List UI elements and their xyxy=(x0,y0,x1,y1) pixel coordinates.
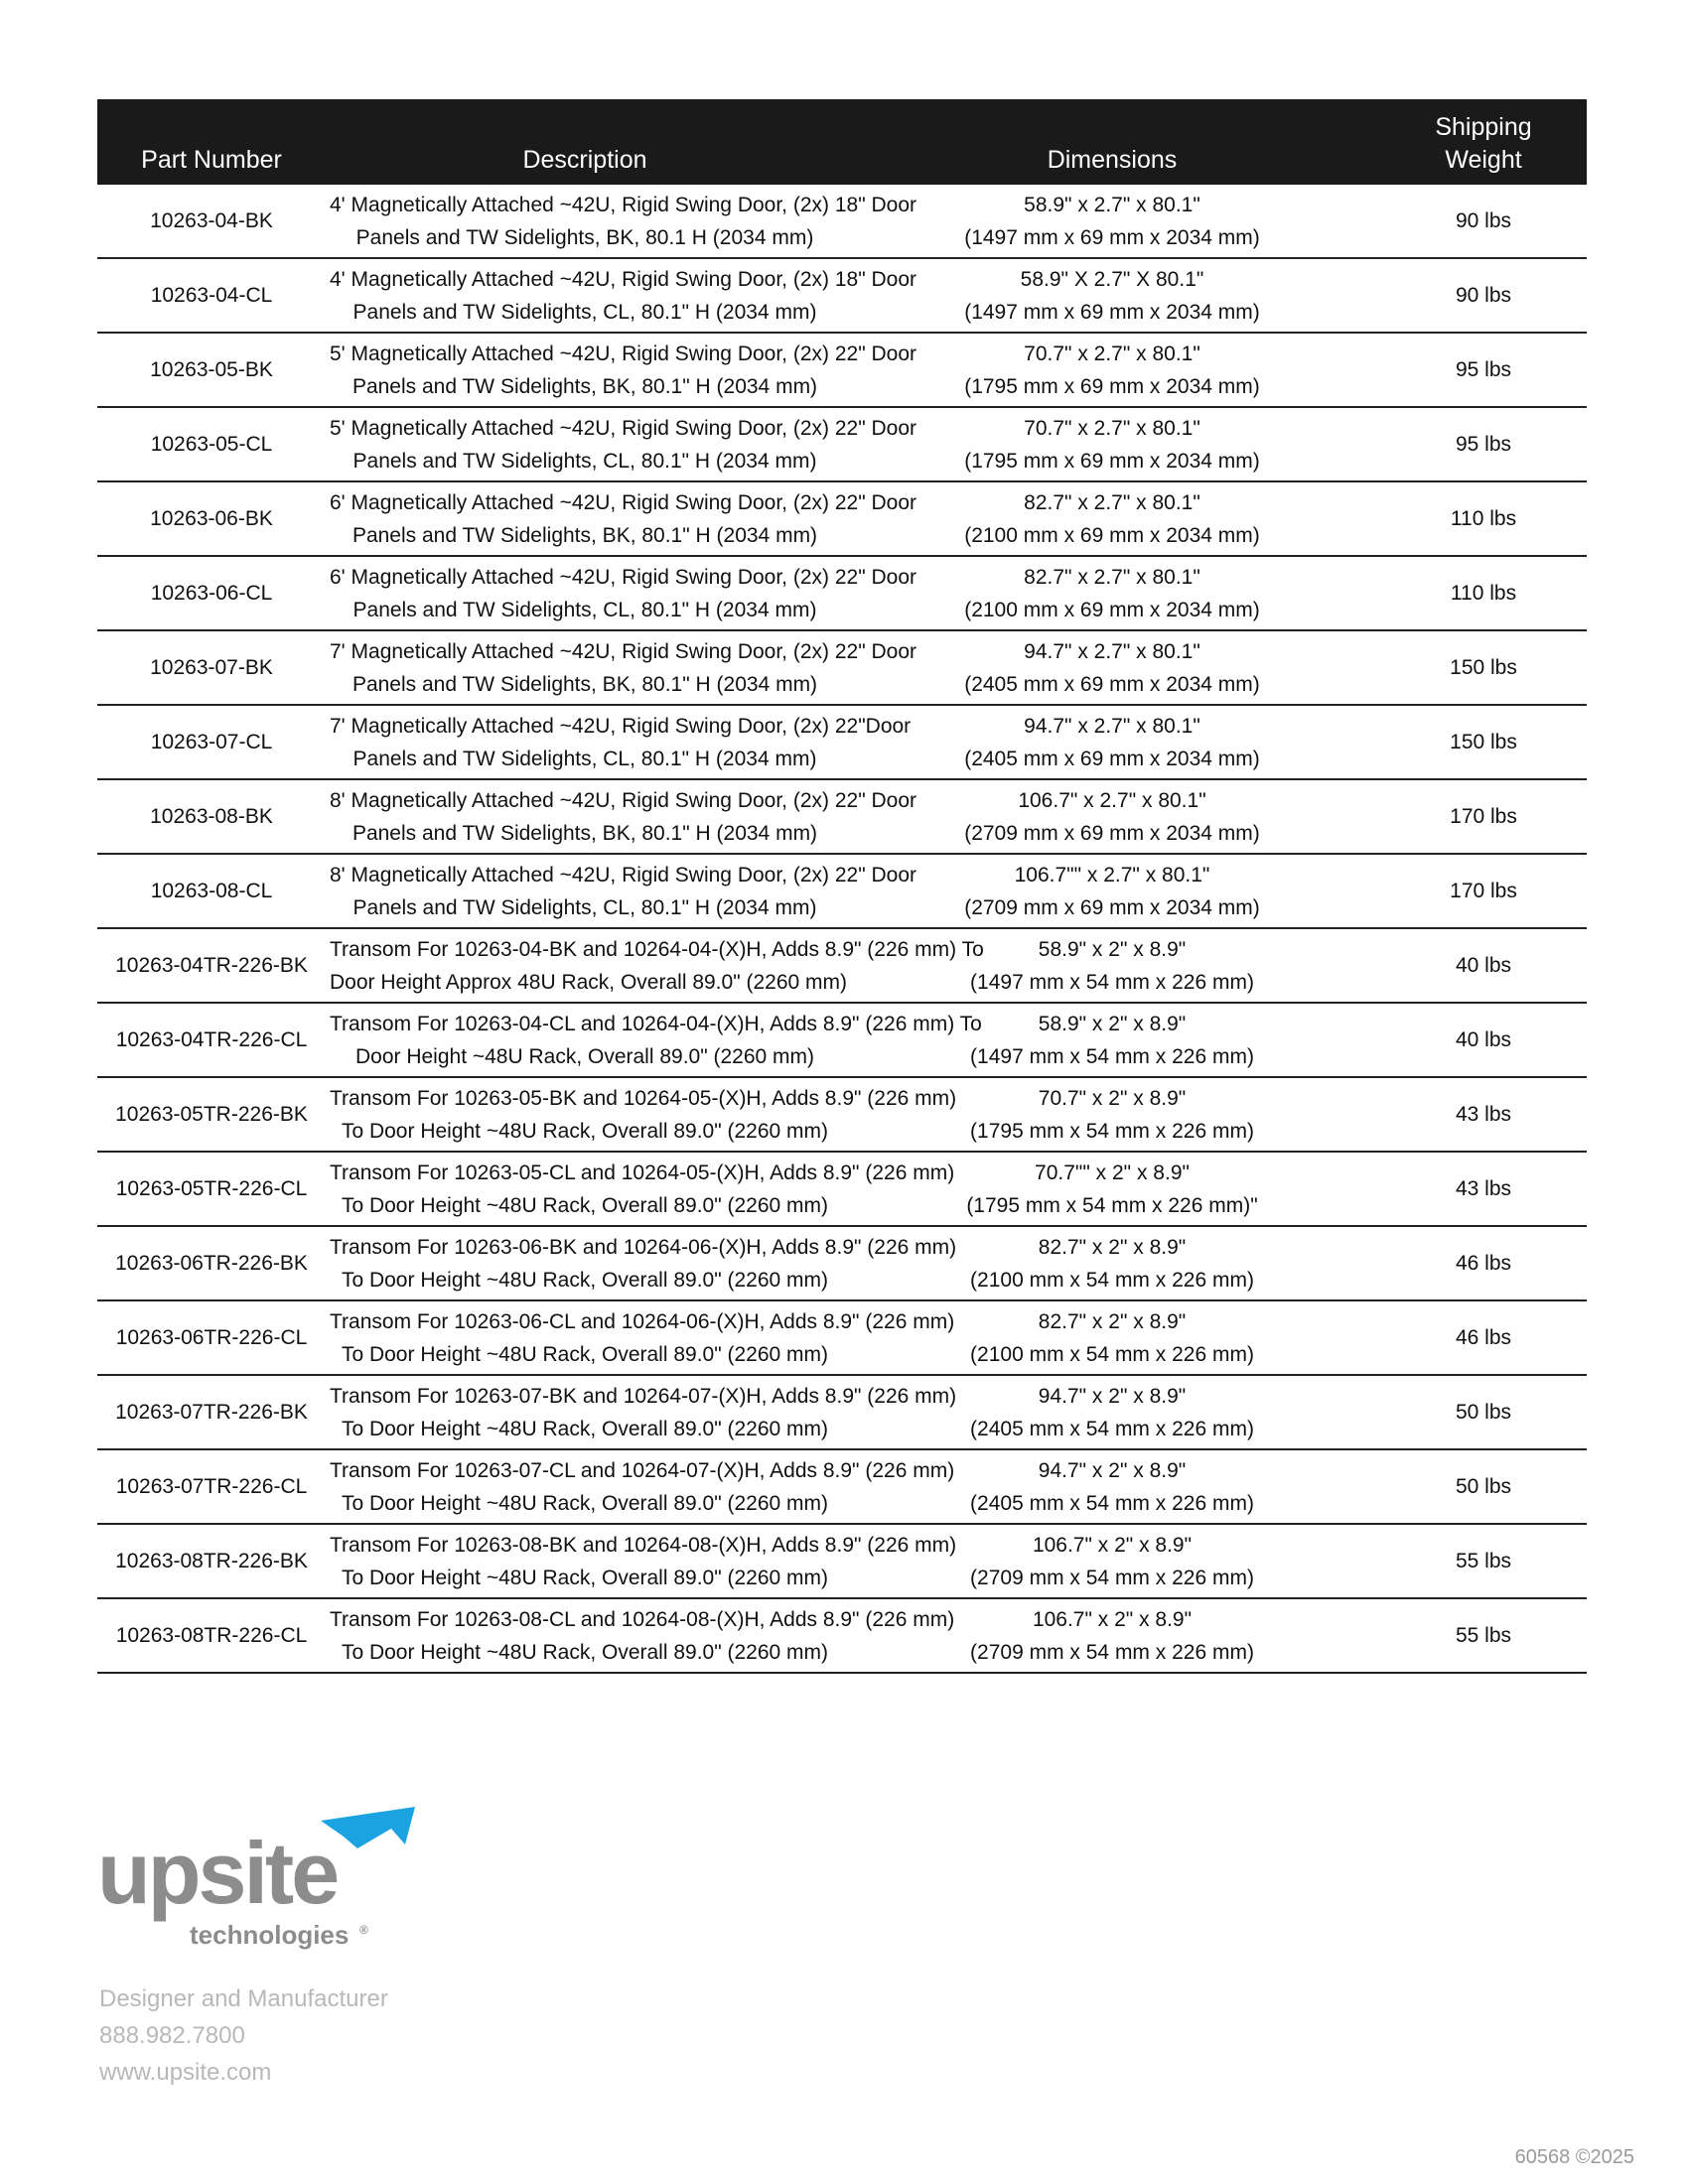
description-line1: 4' Magnetically Attached ~42U, Rigid Swing Door, (2x) 18" Door xyxy=(330,267,917,291)
shipping-weight-text: 110 lbs xyxy=(1450,507,1517,530)
dimensions-imperial: 106.7" x 2" x 8.9" xyxy=(1032,1533,1193,1557)
description-line2: Panels and TW Sidelights, BK, 80.1" H (2034 mm) xyxy=(352,672,818,696)
cell-shipping-weight xyxy=(1380,854,1587,928)
table-row xyxy=(97,630,1587,705)
part-number-text: 10263-05-CL xyxy=(150,433,273,456)
table-body xyxy=(97,185,1587,1673)
shipping-weight-text: 46 lbs xyxy=(1455,1326,1512,1349)
cell-description xyxy=(326,1449,955,1524)
description-line1: Transom For 10263-04-BK and 10264-04-(X)H, Adds 8.9" (226 mm) To xyxy=(330,937,984,961)
dimensions-imperial: 82.7" x 2.7" x 80.1" xyxy=(1024,565,1200,589)
description-line2: To Door Height ~48U Rack, Overall 89.0" (2260 mm) xyxy=(341,1491,829,1515)
shipping-weight-text: 150 lbs xyxy=(1450,731,1517,753)
cell-shipping-weight xyxy=(1380,481,1587,556)
table-row xyxy=(97,1003,1587,1077)
cell-description xyxy=(326,854,917,928)
dimensions-metric: (2405 mm x 54 mm x 226 mm) xyxy=(970,1491,1254,1515)
part-number-text: 10263-07-BK xyxy=(150,656,273,679)
shipping-weight-text: 50 lbs xyxy=(1455,1475,1512,1498)
spec-table-container xyxy=(97,99,1587,1674)
cell-description xyxy=(326,333,917,407)
cell-shipping-weight xyxy=(1380,1375,1587,1449)
cell-part-number xyxy=(97,333,326,407)
cell-part-number xyxy=(97,481,326,556)
description-line2: To Door Height ~48U Rack, Overall 89.0" (2260 mm) xyxy=(341,1640,829,1664)
table-row xyxy=(97,481,1587,556)
cell-shipping-weight xyxy=(1380,258,1587,333)
cell-description xyxy=(326,481,917,556)
cell-description xyxy=(326,779,917,854)
shipping-weight-text: 40 lbs xyxy=(1455,954,1512,977)
dimensions-imperial: 70.7" x 2.7" x 80.1" xyxy=(1024,341,1200,365)
description-line2: To Door Height ~48U Rack, Overall 89.0" (2260 mm) xyxy=(341,1342,829,1366)
description-line1: Transom For 10263-07-CL and 10264-07-(X)H, Adds 8.9" (226 mm) xyxy=(330,1458,955,1482)
part-number-text: 10263-08-BK xyxy=(150,805,273,828)
dimensions-metric: (2100 mm x 69 mm x 2034 mm) xyxy=(964,523,1260,547)
cell-description xyxy=(326,630,917,705)
part-number-text: 10263-08-CL xyxy=(150,880,273,902)
dimensions-metric: (1497 mm x 54 mm x 226 mm) xyxy=(970,970,1254,994)
cell-dimensions xyxy=(844,407,1380,481)
contact-phone: 888.982.7800 xyxy=(99,2022,245,2049)
shipping-weight-text: 55 lbs xyxy=(1455,1624,1512,1647)
description-line1: Transom For 10263-06-CL and 10264-06-(X)H, Adds 8.9" (226 mm) xyxy=(330,1309,955,1333)
dimensions-metric: (1497 mm x 69 mm x 2034 mm) xyxy=(964,225,1260,249)
description-line1: Transom For 10263-07-BK and 10264-07-(X)H, Adds 8.9" (226 mm) xyxy=(330,1384,957,1408)
shipping-weight-text: 170 lbs xyxy=(1450,805,1517,828)
shipping-weight-text: 43 lbs xyxy=(1455,1177,1512,1200)
description-line2: Panels and TW Sidelights, BK, 80.1" H (2034 mm) xyxy=(352,374,818,398)
dimensions-metric: (1795 mm x 69 mm x 2034 mm) xyxy=(964,449,1260,473)
table-header xyxy=(97,99,1587,185)
cell-shipping-weight xyxy=(1380,705,1587,779)
part-number-text: 10263-04TR-226-CL xyxy=(115,1028,308,1051)
part-number-text: 10263-05TR-226-BK xyxy=(115,1103,308,1126)
cell-dimensions xyxy=(844,854,1380,928)
dimensions-imperial: 70.7"" x 2" x 8.9" xyxy=(1035,1160,1190,1184)
dimensions-metric: (2100 mm x 54 mm x 226 mm) xyxy=(970,1268,1254,1292)
shipping-weight-text: 46 lbs xyxy=(1455,1252,1512,1275)
header-row xyxy=(97,99,1587,185)
part-number-text: 10263-07TR-226-CL xyxy=(115,1475,308,1498)
shipping-weight-text: 110 lbs xyxy=(1450,582,1517,605)
table-row xyxy=(97,1077,1587,1152)
cell-shipping-weight xyxy=(1380,630,1587,705)
dimensions-imperial: 82.7" x 2" x 8.9" xyxy=(1038,1235,1187,1259)
description-line1: Transom For 10263-05-CL and 10264-05-(X)H, Adds 8.9" (226 mm) xyxy=(330,1160,955,1184)
header-weight-line2: Weight xyxy=(1445,146,1522,174)
description-line2: Panels and TW Sidelights, BK, 80.1 H (2034 mm) xyxy=(355,225,814,249)
cell-dimensions xyxy=(844,481,1380,556)
cell-part-number xyxy=(97,407,326,481)
header-dimensions: Dimensions xyxy=(844,99,1380,185)
cell-description xyxy=(326,1524,957,1598)
cell-part-number xyxy=(97,1524,326,1598)
upsite-logo-graphic xyxy=(97,1807,425,1956)
description-line1: 6' Magnetically Attached ~42U, Rigid Swing Door, (2x) 22" Door xyxy=(330,565,917,589)
cell-part-number xyxy=(97,1077,326,1152)
shipping-weight-text: 55 lbs xyxy=(1455,1550,1512,1572)
cell-description xyxy=(326,556,917,630)
table-row xyxy=(97,1449,1587,1524)
description-line1: 6' Magnetically Attached ~42U, Rigid Swing Door, (2x) 22" Door xyxy=(330,490,917,514)
table-row xyxy=(97,556,1587,630)
description-line2: Door Height Approx 48U Rack, Overall 89.0" (2260 mm) xyxy=(330,970,848,994)
header-part-number: Part Number xyxy=(97,99,326,185)
shipping-weight-text: 95 lbs xyxy=(1455,433,1512,456)
shipping-weight-text: 95 lbs xyxy=(1455,358,1512,381)
dimensions-metric: (1795 mm x 69 mm x 2034 mm) xyxy=(964,374,1260,398)
dimensions-metric: (1497 mm x 69 mm x 2034 mm) xyxy=(964,300,1260,324)
header-weight-line1: Shipping xyxy=(1435,113,1532,141)
table-row xyxy=(97,928,1587,1003)
shipping-weight-text: 170 lbs xyxy=(1450,880,1517,902)
dimensions-imperial: 106.7"" x 2.7" x 80.1" xyxy=(1014,863,1210,887)
dimensions-imperial: 94.7" x 2.7" x 80.1" xyxy=(1024,714,1200,738)
description-line1: Transom For 10263-06-BK and 10264-06-(X)H, Adds 8.9" (226 mm) xyxy=(330,1235,957,1259)
table-row xyxy=(97,1226,1587,1300)
cell-part-number xyxy=(97,258,326,333)
cell-description xyxy=(326,928,984,1003)
dimensions-metric: (2709 mm x 54 mm x 226 mm) xyxy=(970,1566,1254,1589)
part-number-text: 10263-08TR-226-BK xyxy=(115,1550,308,1572)
dimensions-metric: (2100 mm x 54 mm x 226 mm) xyxy=(970,1342,1254,1366)
table-row xyxy=(97,1524,1587,1598)
dimensions-metric: (2405 mm x 54 mm x 226 mm) xyxy=(970,1417,1254,1440)
part-number-text: 10263-04-CL xyxy=(150,284,273,307)
description-line2: Panels and TW Sidelights, CL, 80.1" H (2034 mm) xyxy=(352,895,817,919)
header-description: Description xyxy=(326,99,844,185)
cell-part-number xyxy=(97,1449,326,1524)
cell-dimensions xyxy=(844,556,1380,630)
dimensions-imperial: 58.9" x 2.7" x 80.1" xyxy=(1024,193,1200,216)
cell-description xyxy=(326,258,917,333)
description-line2: Panels and TW Sidelights, CL, 80.1" H (2034 mm) xyxy=(352,598,817,621)
description-line1: Transom For 10263-04-CL and 10264-04-(X)H, Adds 8.9" (226 mm) To xyxy=(330,1012,982,1035)
description-line2: Door Height ~48U Rack, Overall 89.0" (2260 mm) xyxy=(354,1044,815,1068)
description-line1: 7' Magnetically Attached ~42U, Rigid Swing Door, (2x) 22"Door xyxy=(330,714,912,738)
description-line1: Transom For 10263-08-CL and 10264-08-(X)H, Adds 8.9" (226 mm) xyxy=(330,1607,955,1631)
shipping-weight-text: 50 lbs xyxy=(1455,1401,1512,1424)
part-number-text: 10263-04-BK xyxy=(150,209,273,232)
cell-shipping-weight xyxy=(1380,1003,1587,1077)
header-shipping-weight xyxy=(1380,99,1587,185)
part-number-text: 10263-07TR-226-BK xyxy=(115,1401,308,1424)
contact-website[interactable]: www.upsite.com xyxy=(99,2059,272,2086)
cell-description xyxy=(326,1300,955,1375)
table-row xyxy=(97,185,1587,258)
part-number-text: 10263-06-BK xyxy=(150,507,273,530)
upsite-logo xyxy=(97,1807,425,1956)
dimensions-imperial: 94.7" x 2.7" x 80.1" xyxy=(1024,639,1200,663)
part-number-text: 10263-08TR-226-CL xyxy=(115,1624,308,1647)
description-line1: Transom For 10263-08-BK and 10264-08-(X)H, Adds 8.9" (226 mm) xyxy=(330,1533,957,1557)
cell-description xyxy=(326,1598,955,1673)
description-line2: To Door Height ~48U Rack, Overall 89.0" (2260 mm) xyxy=(341,1566,829,1589)
description-line1: Transom For 10263-05-BK and 10264-05-(X)H, Adds 8.9" (226 mm) xyxy=(330,1086,957,1110)
cell-part-number xyxy=(97,928,326,1003)
logo-registered-mark: ® xyxy=(359,1923,368,1937)
dimensions-imperial: 58.9" x 2" x 8.9" xyxy=(1038,937,1187,961)
cell-shipping-weight xyxy=(1380,779,1587,854)
table-row xyxy=(97,1300,1587,1375)
cell-part-number xyxy=(97,854,326,928)
cell-dimensions xyxy=(844,705,1380,779)
parts-spec-table xyxy=(97,99,1587,1674)
cell-description xyxy=(326,407,917,481)
shipping-weight-text: 90 lbs xyxy=(1455,284,1512,307)
cell-description xyxy=(326,1375,957,1449)
dimensions-imperial: 58.9" X 2.7" X 80.1" xyxy=(1020,267,1204,291)
dimensions-metric: (1497 mm x 54 mm x 226 mm) xyxy=(970,1044,1254,1068)
cell-description xyxy=(326,1003,982,1077)
cell-description xyxy=(326,1226,957,1300)
table-row xyxy=(97,1152,1587,1226)
cell-shipping-weight xyxy=(1380,928,1587,1003)
cell-dimensions xyxy=(844,258,1380,333)
description-line2: Panels and TW Sidelights, CL, 80.1" H (2034 mm) xyxy=(352,449,817,473)
table-row xyxy=(97,333,1587,407)
cell-shipping-weight xyxy=(1380,333,1587,407)
cell-shipping-weight xyxy=(1380,1077,1587,1152)
part-number-text: 10263-04TR-226-BK xyxy=(115,954,308,977)
cell-part-number xyxy=(97,1598,326,1673)
dimensions-metric: (2709 mm x 69 mm x 2034 mm) xyxy=(964,821,1260,845)
cell-part-number xyxy=(97,705,326,779)
cell-shipping-weight xyxy=(1380,1300,1587,1375)
cell-part-number xyxy=(97,1226,326,1300)
cell-description xyxy=(326,1077,957,1152)
table-row xyxy=(97,1375,1587,1449)
cell-part-number xyxy=(97,1152,326,1226)
cell-description xyxy=(326,1152,955,1226)
cell-description xyxy=(326,705,912,779)
dimensions-imperial: 94.7" x 2" x 8.9" xyxy=(1038,1384,1187,1408)
description-line1: 5' Magnetically Attached ~42U, Rigid Swing Door, (2x) 22" Door xyxy=(330,341,917,365)
part-number-text: 10263-06TR-226-CL xyxy=(115,1326,308,1349)
cell-part-number xyxy=(97,1300,326,1375)
dimensions-imperial: 94.7" x 2" x 8.9" xyxy=(1038,1458,1187,1482)
cell-description xyxy=(326,185,917,258)
cell-dimensions xyxy=(844,333,1380,407)
table-row xyxy=(97,1598,1587,1673)
dimensions-metric: (2405 mm x 69 mm x 2034 mm) xyxy=(964,672,1260,696)
part-number-text: 10263-05TR-226-CL xyxy=(115,1177,308,1200)
dimensions-metric: (2405 mm x 69 mm x 2034 mm) xyxy=(964,747,1260,770)
logo-tagline: technologies xyxy=(190,1920,350,1950)
cell-part-number xyxy=(97,779,326,854)
description-line1: 5' Magnetically Attached ~42U, Rigid Swing Door, (2x) 22" Door xyxy=(330,416,917,440)
shipping-weight-text: 43 lbs xyxy=(1455,1103,1512,1126)
logo-wordmark: upsite xyxy=(97,1824,338,1922)
table-row xyxy=(97,258,1587,333)
cell-shipping-weight xyxy=(1380,407,1587,481)
cell-shipping-weight xyxy=(1380,1449,1587,1524)
dimensions-metric: (2709 mm x 69 mm x 2034 mm) xyxy=(964,895,1260,919)
cell-shipping-weight xyxy=(1380,556,1587,630)
part-number-text: 10263-07-CL xyxy=(150,731,273,753)
description-line1: 8' Magnetically Attached ~42U, Rigid Swing Door, (2x) 22" Door xyxy=(330,788,917,812)
dimensions-metric: (2709 mm x 54 mm x 226 mm) xyxy=(970,1640,1254,1664)
part-number-text: 10263-05-BK xyxy=(150,358,273,381)
shipping-weight-text: 90 lbs xyxy=(1455,209,1512,232)
description-line1: 4' Magnetically Attached ~42U, Rigid Swing Door, (2x) 18" Door xyxy=(330,193,917,216)
cell-dimensions xyxy=(844,185,1380,258)
cell-part-number xyxy=(97,556,326,630)
description-line2: Panels and TW Sidelights, BK, 80.1" H (2034 mm) xyxy=(352,821,818,845)
description-line2: To Door Height ~48U Rack, Overall 89.0" (2260 mm) xyxy=(341,1417,829,1440)
dimensions-imperial: 82.7" x 2.7" x 80.1" xyxy=(1024,490,1200,514)
contact-role: Designer and Manufacturer xyxy=(99,1985,388,2012)
dimensions-metric: (2100 mm x 69 mm x 2034 mm) xyxy=(964,598,1260,621)
description-line2: To Door Height ~48U Rack, Overall 89.0" (2260 mm) xyxy=(341,1119,829,1143)
dimensions-metric: (1795 mm x 54 mm x 226 mm) xyxy=(970,1119,1254,1143)
table-row xyxy=(97,779,1587,854)
shipping-weight-text: 40 lbs xyxy=(1455,1028,1512,1051)
cell-part-number xyxy=(97,185,326,258)
cell-dimensions xyxy=(844,630,1380,705)
dimensions-imperial: 58.9" x 2" x 8.9" xyxy=(1038,1012,1187,1035)
cell-dimensions xyxy=(844,779,1380,854)
part-number-text: 10263-06-CL xyxy=(150,582,273,605)
dimensions-imperial: 82.7" x 2" x 8.9" xyxy=(1038,1309,1187,1333)
description-line2: To Door Height ~48U Rack, Overall 89.0" (2260 mm) xyxy=(341,1193,829,1217)
cell-shipping-weight xyxy=(1380,1226,1587,1300)
document-code: 60568 ©2025 xyxy=(1514,2146,1634,2168)
cell-shipping-weight xyxy=(1380,185,1587,258)
dimensions-imperial: 106.7" x 2.7" x 80.1" xyxy=(1018,788,1206,812)
dimensions-metric: (1795 mm x 54 mm x 226 mm)" xyxy=(966,1193,1258,1217)
table-row xyxy=(97,705,1587,779)
cell-part-number xyxy=(97,630,326,705)
description-line1: 8' Magnetically Attached ~42U, Rigid Swing Door, (2x) 22" Door xyxy=(330,863,917,887)
description-line2: Panels and TW Sidelights, CL, 80.1" H (2034 mm) xyxy=(352,747,817,770)
description-line1: 7' Magnetically Attached ~42U, Rigid Swing Door, (2x) 22" Door xyxy=(330,639,917,663)
description-line2: Panels and TW Sidelights, CL, 80.1" H (2034 mm) xyxy=(352,300,817,324)
dimensions-imperial: 70.7" x 2" x 8.9" xyxy=(1038,1086,1187,1110)
cell-shipping-weight xyxy=(1380,1598,1587,1673)
description-line2: Panels and TW Sidelights, BK, 80.1" H (2034 mm) xyxy=(352,523,818,547)
cell-part-number xyxy=(97,1375,326,1449)
table-row xyxy=(97,407,1587,481)
cell-shipping-weight xyxy=(1380,1524,1587,1598)
shipping-weight-text: 150 lbs xyxy=(1450,656,1517,679)
contact-block xyxy=(99,1980,388,2091)
dimensions-imperial: 106.7" x 2" x 8.9" xyxy=(1032,1607,1193,1631)
description-line2: To Door Height ~48U Rack, Overall 89.0" (2260 mm) xyxy=(341,1268,829,1292)
cell-shipping-weight xyxy=(1380,1152,1587,1226)
table-row xyxy=(97,854,1587,928)
part-number-text: 10263-06TR-226-BK xyxy=(115,1252,308,1275)
dimensions-imperial: 70.7" x 2.7" x 80.1" xyxy=(1024,416,1200,440)
cell-part-number xyxy=(97,1003,326,1077)
